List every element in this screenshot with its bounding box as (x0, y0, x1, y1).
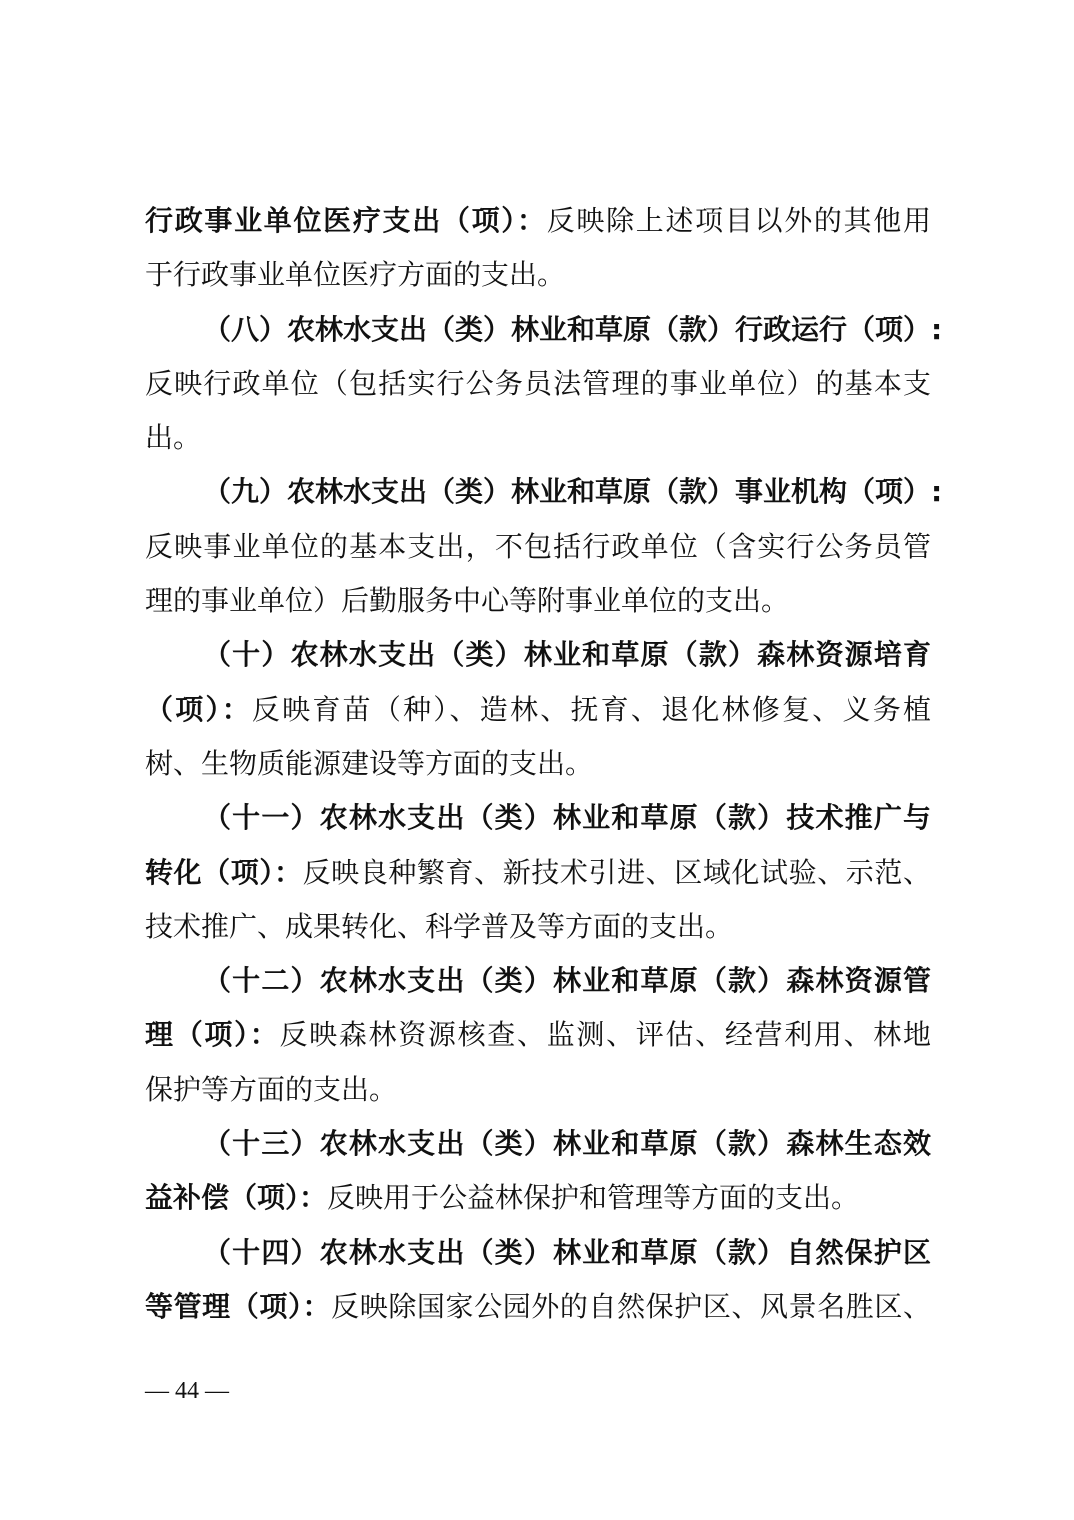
body-text: 反映行政单位（包括实行公务员法管理的事业单位）的基本支 (145, 366, 931, 400)
text-line (145, 574, 931, 628)
text-line (145, 791, 931, 845)
text-line (145, 357, 931, 411)
body-text: 反映良种繁育、新技术引进、区域化试验、示范、 (302, 855, 931, 889)
text-line (145, 1008, 931, 1062)
text-line (145, 1226, 931, 1280)
text-line (145, 900, 931, 954)
text-line (145, 248, 931, 302)
text-line (145, 411, 931, 465)
heading-text: （十三）农林水支出（类）林业和草原（款）森林生态效 (203, 1127, 931, 1161)
heading-text: （项）： (145, 692, 252, 726)
heading-text: 益补偿（项）： (145, 1181, 328, 1215)
paragraph (145, 954, 931, 1117)
document-body (145, 194, 943, 1334)
heading-text: （八）农林水支出（类）林业和草原（款）行政运行（项）: (203, 312, 943, 346)
paragraph (145, 303, 943, 466)
heading-text: 行政事业单位医疗支出（项）： (145, 204, 547, 237)
paragraph (145, 628, 931, 791)
text-line (145, 1063, 931, 1117)
body-text: 反映除国家公园外的自然保护区、风景名胜区、 (331, 1289, 931, 1323)
body-text: 反映森林资源核查、监测、评估、经营利用、林地 (279, 1018, 931, 1052)
heading-text: 转化（项）： (145, 855, 303, 889)
text-line (145, 954, 931, 1008)
body-text: 树、生物质能源建设等方面的支出。 (145, 746, 594, 780)
heading-text: （十二）农林水支出（类）林业和草原（款）森林资源管 (203, 964, 931, 998)
heading-text: （十）农林水支出（类）林业和草原（款）森林资源培育 (203, 638, 931, 672)
text-line (145, 1117, 931, 1171)
heading-text: （十一）农林水支出（类）林业和草原（款）技术推广与 (203, 801, 931, 835)
text-line (145, 1171, 931, 1225)
body-text: 反映除上述项目以外的其他用 (546, 204, 931, 237)
text-line (145, 737, 931, 791)
body-text: 技术推广、成果转化、科学普及等方面的支出。 (145, 909, 734, 943)
body-text: 保护等方面的支出。 (145, 1072, 398, 1106)
text-line (145, 628, 931, 682)
text-line (145, 520, 931, 574)
paragraph (145, 1226, 931, 1335)
body-text: 于行政事业单位医疗方面的支出。 (145, 258, 566, 292)
text-line (145, 683, 931, 737)
heading-text: 理（项）： (145, 1018, 280, 1052)
body-text: 出。 (145, 421, 202, 455)
paragraph (145, 791, 931, 954)
heading-text: （九）农林水支出（类）林业和草原（款）事业机构（项）: (203, 475, 943, 509)
heading-text: 等管理（项）： (145, 1289, 332, 1323)
paragraph (145, 1117, 931, 1226)
paragraph (145, 194, 931, 303)
body-text: 反映事业单位的基本支出，不包括行政单位（含实行公务员管 (145, 529, 931, 563)
body-text: 反映用于公益林保护和管理等方面的支出。 (327, 1181, 860, 1215)
page-number: — 44 — (145, 1378, 229, 1404)
body-text: 反映育苗（种）、造林、抚育、退化林修复、义务植 (251, 692, 931, 726)
text-line (145, 846, 931, 900)
paragraph (145, 465, 943, 628)
text-line (145, 194, 931, 248)
text-line (145, 1280, 931, 1334)
text-line (145, 465, 943, 519)
text-line (145, 303, 943, 357)
heading-text: （十四）农林水支出（类）林业和草原（款）自然保护区 (203, 1235, 931, 1269)
body-text: 理的事业单位）后勤服务中心等附事业单位的支出。 (145, 584, 790, 618)
